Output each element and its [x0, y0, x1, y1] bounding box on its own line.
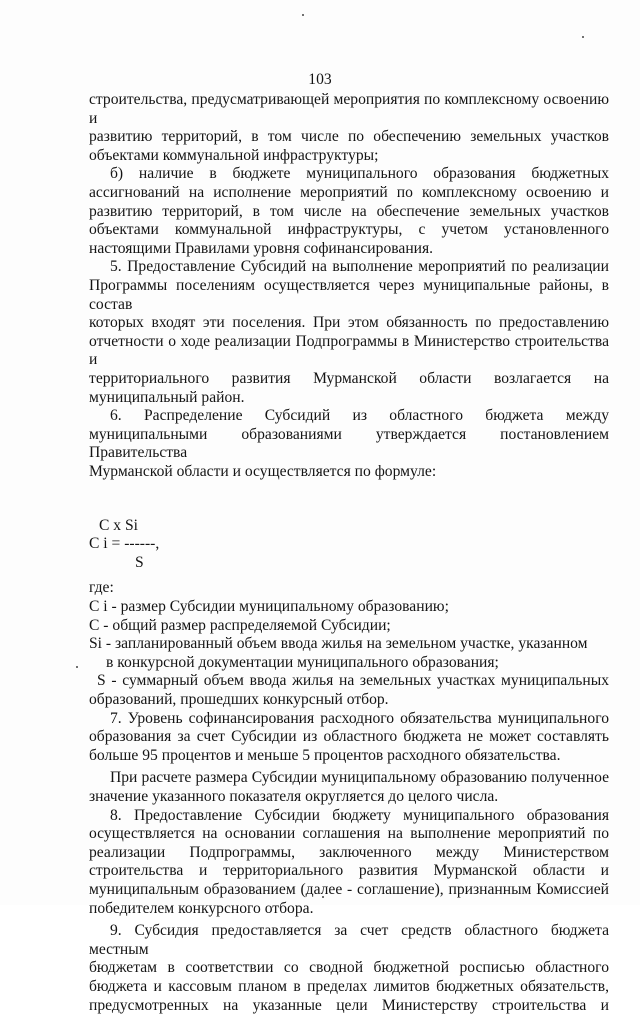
text-line: 7. Уровень софинансирования расходного обязательства муниципального [110, 709, 609, 727]
text-line: настоящими Правилами уровня софинансирования. [89, 239, 434, 257]
text-line: образования за счет Субсидии из областного бюджета не может составлять [89, 728, 609, 746]
definition-line: в конкурсной документации муниципального образования; [106, 653, 499, 671]
text-line: бюджета и кассовым планом в пределах лимитов бюджетных обязательств, [89, 977, 609, 995]
text-line: объектами коммунальной инфраструктуры, с учетом установленного [89, 221, 609, 239]
formula-numerator: C x Si [99, 517, 138, 535]
text-line: отчетности о ходе реализации Подпрограммы в Министерство строительства и [89, 332, 609, 369]
text-line: При расчете размера Субсидии муниципальному образованию полученное [110, 769, 609, 787]
text-line: территориального развития Мурманской области возлагается на [89, 369, 609, 387]
text-line: 9. Субсидия предоставляется за счет средств областного бюджета местным [89, 922, 609, 958]
text-line: 8. Предоставление Субсидии бюджету муниципального образования [110, 806, 609, 824]
text-line: объектами коммунальной инфраструктуры; [89, 146, 379, 164]
text-line: победителем конкурсного отбора. [89, 899, 314, 917]
definition-line: S - суммарный объем ввода жилья на земельных участках муниципальных [97, 672, 609, 690]
distribution-formula [89, 517, 609, 573]
text-line: развитию территорий, в том числе на обеспечение земельных участков [89, 202, 609, 220]
text-line: где: [89, 579, 114, 597]
text-line: бюджетам в соответствии со сводной бюджетной росписью областного [89, 959, 609, 977]
definition-line: C i - размер Субсидии муниципальному образованию; [89, 598, 449, 616]
definition-line: Si - запланированный объем ввода жилья на земельном участке, указанном [89, 635, 588, 653]
scan-speck [302, 14, 304, 16]
text-line: 6. Распределение Субсидий из областного бюджета между [110, 407, 609, 425]
scan-speck [76, 666, 78, 668]
text-line: Программы поселениям осуществляется через муниципальные районы, в состав [89, 276, 609, 313]
document-body [89, 91, 609, 1015]
text-line: строительства, предусматривающей мероприятия по комплексному освоению и [89, 91, 609, 127]
text-line: предусмотренных на указанные цели Министерству строительства и [89, 996, 609, 1014]
text-line: Мурманской области и осуществляется по формуле: [89, 462, 437, 480]
text-line: 5. Предоставление Субсидий на выполнение мероприятий по реализации [110, 258, 609, 276]
formula-denominator: S [135, 554, 144, 572]
scan-speck [582, 36, 584, 38]
text-line: больше 95 процентов и меньше 5 процентов расходного обязательства. [89, 746, 561, 764]
definition-line: образований, прошедших конкурсный отбор. [89, 691, 389, 709]
text-line: реализации Подпрограммы, заключенного между Министерством [89, 843, 609, 861]
text-line: развитию территорий, в том числе по обеспечению земельных участков [89, 128, 609, 146]
text-line: ассигнований на исполнение мероприятий по комплексному освоению и [89, 183, 609, 201]
text-line: значение указанного показателя округляется до целого числа. [89, 788, 499, 805]
definition-line: C - общий размер распределяемой Субсидии; [89, 616, 391, 634]
page-number: 103 [308, 71, 332, 88]
text-line: муниципальный район. [89, 388, 245, 406]
text-line: строительства и территориального развития Мурманской области и [89, 862, 609, 880]
text-line: осуществляется на основании соглашения на выполнение мероприятий по [89, 825, 609, 843]
text-line: б) наличие в бюджете муниципального образования бюджетных [110, 165, 609, 183]
text-line: муниципальными образованиями утверждается постановлением Правительства [89, 425, 609, 462]
formula-lhs: C i = ------, [89, 535, 160, 553]
text-line: которых входят эти поселения. При этом обязанность по предоставлению [89, 314, 609, 332]
text-line: муниципальным образованием (далее - соглашение), признанным Комиссией [89, 880, 609, 898]
